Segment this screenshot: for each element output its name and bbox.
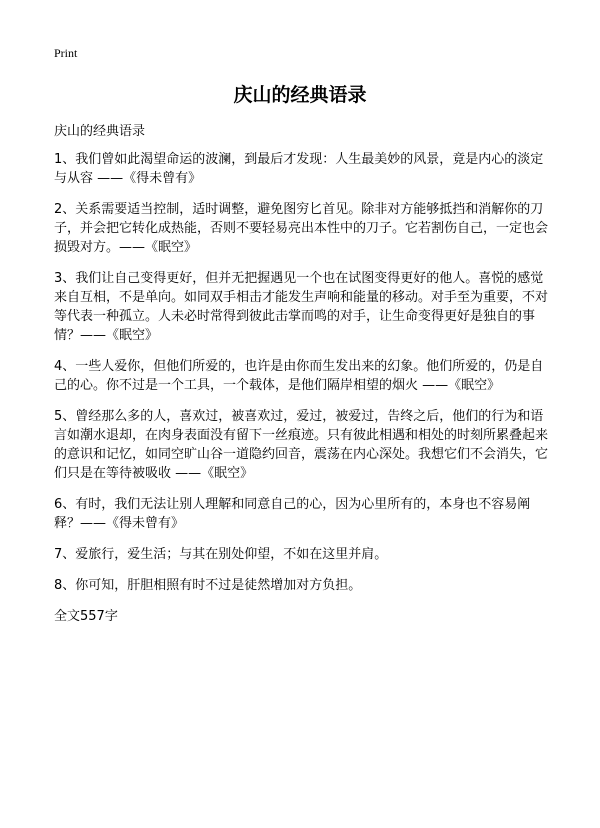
word-count: 全文557字 (54, 609, 118, 624)
quote-paragraph-3: 3、我们让自己变得更好，但并无把握遇见一个也在试图变得更好的他人。喜悦的感觉来自互相，不是单向。如同双手相击才能发生声响和能量的移动。对手至为重要，不对等代表一种孤立。人未必时常得到彼此击掌而鸣的对手，让生命变得更好是独自的事情？——《眠空》 (54, 271, 549, 343)
article-body (54, 150, 549, 626)
print-link[interactable]: Print (54, 46, 78, 60)
article-subtitle: 庆山的经典语录 (54, 124, 146, 139)
quote-paragraph-1: 1、我们曾如此渴望命运的波澜，到最后才发现：人生最美妙的风景，竟是内心的淡定与从容 ——《得未曾有》 (54, 152, 544, 186)
quote-paragraph-8: 8、你可知，肝胆相照有时不过是徒然增加对方负担。 (54, 578, 362, 593)
quote-paragraph-7: 7、爱旅行，爱生活；与其在别处仰望，不如在这里并肩。 (54, 547, 388, 562)
quote-paragraph-4: 4、一些人爱你，但他们所爱的，也许是由你而生发出来的幻象。他们所爱的，仍是自己的心。你不过是一个工具，一个载体，是他们隔岸相望的烟火 ——《眠空》 (54, 359, 544, 393)
quote-paragraph-2: 2、关系需要适当控制，适时调整，避免图穷匕首见。除非对方能够抵挡和消解你的刀子，并会把它转化成热能，否则不要轻易亮出本性中的刀子。它若割伤自己，一定也会损毁对方。——《眠空》 (54, 202, 549, 255)
quote-paragraph-5: 5、曾经那么多的人，喜欢过，被喜欢过，爱过，被爱过，告终之后，他们的行为和语言如潮水退却，在肉身表面没有留下一丝痕迹。只有彼此相遇和相处的时刻所累叠起来的意识和记忆，如同空旷山谷一道隐约回音，震荡在内心深处。我想它们不会消失，它们只是在等待被吸收 ——《眠空》 (54, 409, 549, 481)
page-title: 庆山的经典语录 (233, 84, 367, 106)
quote-paragraph-6: 6、有时，我们无法让别人理解和同意自己的心，因为心里所有的，本身也不容易阐释？——《得未曾有》 (54, 497, 531, 531)
